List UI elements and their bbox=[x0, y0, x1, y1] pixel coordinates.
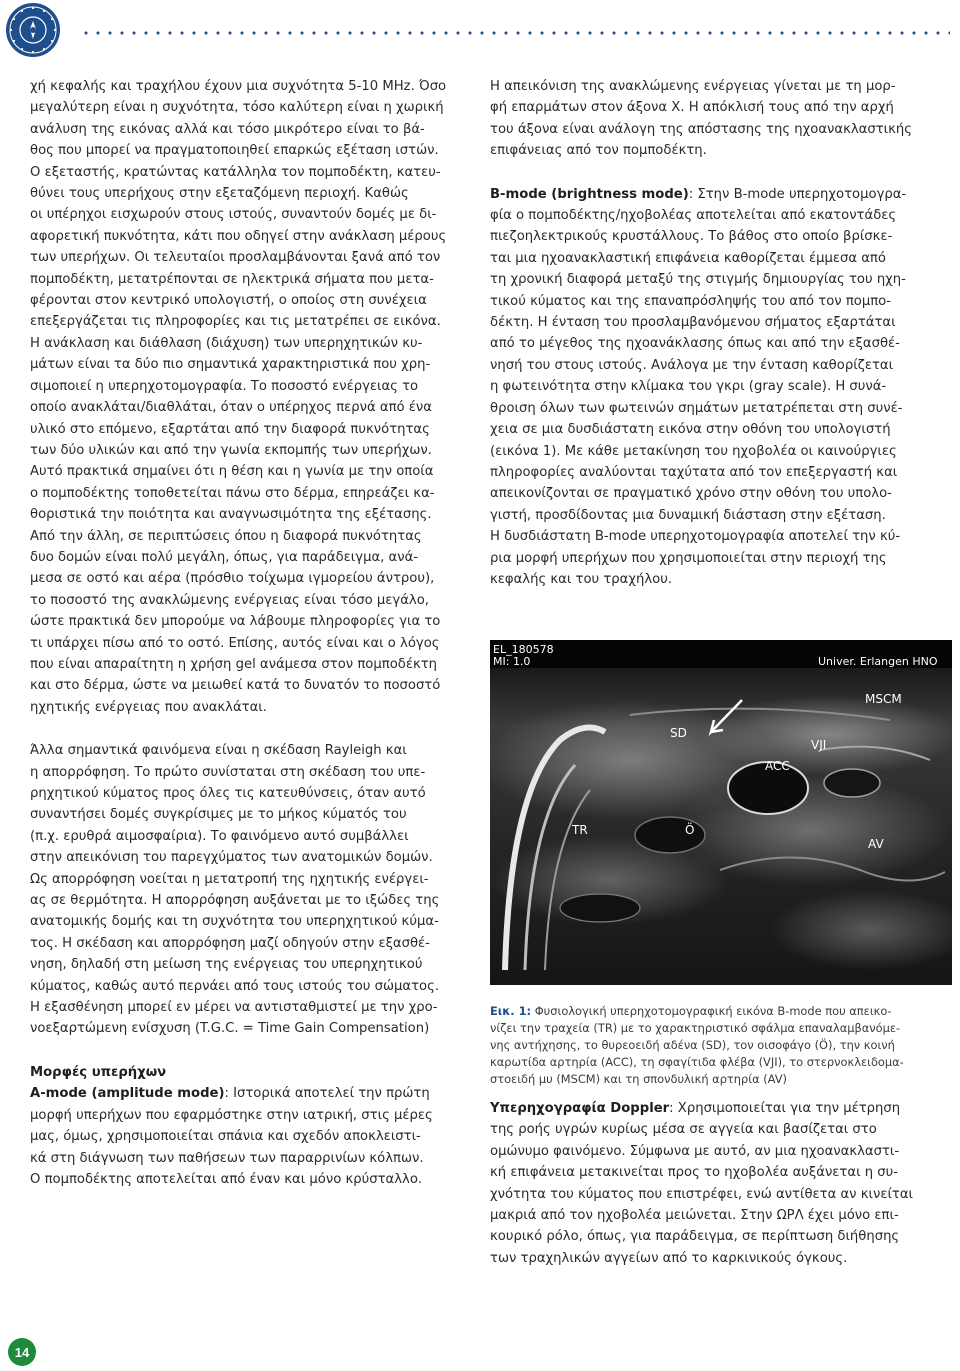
fig-mi-text: MI: 1.0 bbox=[493, 655, 531, 668]
body-text-line: πομποδέκτη, μετατρέπονται σε ηλεκτρικά σήματα που μετα- bbox=[30, 271, 434, 287]
right-column bbox=[490, 76, 952, 590]
caption-label: Εικ. 1: bbox=[490, 1004, 532, 1018]
fig-label-av: AV bbox=[868, 837, 884, 851]
fig-label-o: Ö bbox=[685, 823, 695, 837]
intro-paragraph bbox=[30, 76, 470, 718]
body-text-line: η απορρόφηση. Το πρώτο συνίσταται στη σκέδαση του υπε- bbox=[30, 764, 426, 780]
body-text-line: Από την άλλη, σε περιπτώσεις όπου η διαφορά πυκνότητας bbox=[30, 528, 422, 544]
body-text-line: αφορετική πυκνότητα, κάτι που οδηγεί στην ανάκλαση μέρους bbox=[30, 228, 447, 244]
body-text-line: στην απεικόνιση του παρεγχύματος των ανατομικών δομών. bbox=[30, 850, 433, 866]
body-text-line: μορφή υπερήχων που εφαρμόστηκε στην ιατρική, στις μέρες bbox=[30, 1107, 433, 1123]
body-text-line: υλικό στο επόμενο, εξαρτάται από την διαφορά πυκνότητας bbox=[30, 421, 430, 437]
fig-id-text: EL_180578 bbox=[493, 643, 554, 656]
header-dotted-rule bbox=[80, 31, 950, 35]
body-text-line: της ροής υγρών κυρίως μέσα σε αγγεία και βασίζεται στο bbox=[490, 1122, 877, 1138]
body-text-line: νηση, δηλαδή στη μείωση της ενέργειας του υπερηχητικού bbox=[30, 957, 423, 973]
ultrasound-figure bbox=[490, 640, 952, 985]
body-text-line: των δύο υλικών και από την γωνία εκπομπής των υπερήχων. bbox=[30, 442, 432, 458]
section-heading: Μορφές υπερήχων bbox=[30, 1064, 167, 1080]
body-text-line: ώστε πρακτικά δεν μπορούμε να λάβουμε πληροφορίες για το bbox=[30, 614, 441, 630]
body-text-line: θοριστικά την ποιότητα και αναγνωσιμότητα της εξέτασης. bbox=[30, 507, 432, 523]
body-text-line: θος που μπορεί να πραγματοποιηθεί επαρκώς εξέταση ιστών. bbox=[30, 143, 439, 159]
body-text-line: Η δυσδιάστατη B-mode υπερηχοτομογραφία αποτελεί την κύ- bbox=[490, 529, 901, 545]
fig-institution-text: Univer. Erlangen HNO bbox=[818, 655, 938, 668]
body-text-line: ομώνυμο φαινόμενο. Σύμφωνα με αυτό, αν μια ηχοανακλαστι- bbox=[490, 1143, 900, 1159]
body-text-line: Ως απορρόφηση νοείται η μετατροπή της ηχητικής ενέργει- bbox=[30, 871, 429, 887]
body-text-line: πληροφορίες αναλύονται ταχύτατα από τον επεξεργαστή και bbox=[490, 464, 898, 480]
body-text-line: γιστή, προσδίδοντας μια δυναμική διάσταση στην εξέταση. bbox=[490, 507, 886, 523]
body-text-line: θροιση όλων των φωτεινών σημάτων μετατρέπεται στη συνέ- bbox=[490, 400, 903, 416]
scattering-paragraph bbox=[30, 740, 470, 1040]
body-text-line: Η απεικόνιση της ανακλώμενης ενέργειας γίνεται με τη μορ- bbox=[490, 79, 896, 94]
caption-text-line: νης αντήχησης, το θυρεοειδή αδένα (SD), τον οισοφάγο (Ö), την κοινή bbox=[490, 1038, 895, 1052]
body-text-line: η φωτεινότητα στην κλίμακα του γκρι (gray scale). Η συνά- bbox=[490, 379, 887, 395]
bmode-term: B-mode (brightness mode) bbox=[490, 186, 689, 202]
body-text-line: μακριά από τον ηχοβολέα μειώνεται. Στην ΩΡΛ έχει μόνο επι- bbox=[490, 1208, 899, 1224]
body-text-line: οι υπέρηχοι εισχωρούν στους ιστούς, συναντούν δομές με δι- bbox=[30, 207, 437, 223]
body-text-line: των υπερήχων. Οι τελευταίοι προσλαμβάνονται ξανά από τον bbox=[30, 250, 441, 266]
body-text-line: επεξεργάζεται τις πληροφορίες και τις μετατρέπει σε εικόνα. bbox=[30, 314, 441, 330]
body-text-line: τι υπάρχει πίσω από το οστό. Επίσης, αυτός είναι και ο λόγος bbox=[30, 635, 440, 651]
fig-label-vji: VJI bbox=[811, 738, 827, 752]
body-text-line: κεφαλής και του τραχήλου. bbox=[490, 571, 673, 587]
caption-text-line: νίζει την τραχεία (TR) με το χαρακτηριστικό σφάλμα επαναλαμβανόμε- bbox=[490, 1021, 901, 1035]
doppler-term: Υπερηχογραφία Doppler bbox=[490, 1101, 670, 1116]
body-text-line: μεγαλύτερη είναι η συχνότητα, τόσο καλύτερη είναι η χωρική bbox=[30, 100, 444, 116]
body-text-line: ας σε θερμότητα. Η απορρόφηση αυξάνεται με το ιξώδες της bbox=[30, 893, 440, 909]
body-text-line: ρια μορφή υπερήχων που χρησιμοποιείται στην περιοχή της bbox=[490, 550, 887, 566]
body-text-line: ηχητικής ενέργειας που ανακλάται. bbox=[30, 699, 267, 715]
body-text-line: (π.χ. ερυθρά αιμοσφαίρια). Το φαινόμενο αυτό συμβάλλει bbox=[30, 828, 409, 844]
body-text-line: των τραχηλικών αγγείων από το καρκινικούς όγκους. bbox=[490, 1250, 848, 1266]
body-text-line: μεσα σε οστό και αέρα (πρόσθιο τοίχωμα ιγμορείου άντρου), bbox=[30, 571, 435, 587]
fig-label-tr: TR bbox=[572, 823, 588, 837]
page-number-badge: 14 bbox=[8, 1338, 36, 1366]
body-text-line: πιεζοηλεκτρικούς κρυστάλλους. Το βάθος στο οποίο βρίσκε- bbox=[490, 229, 893, 245]
fig-label-mscm: MSCM bbox=[865, 692, 902, 706]
body-text-line: του άξονα είναι ανάλογη της απόστασης της ηχοανακλαστικής bbox=[490, 121, 912, 137]
body-text-line: τος. Η σκέδαση και απορρόφηση μαζί οδηγούν στην εξασθέ- bbox=[30, 935, 430, 951]
body-text-line: που είναι απαραίτητη η χρήση gel ανάμεσα στον πομποδέκτη bbox=[30, 656, 438, 672]
body-text-line: φέρονται στον κεντρικό υπολογιστή, ο οποίος στη συνέχεια bbox=[30, 293, 427, 309]
bmode-paragraph bbox=[490, 184, 952, 591]
body-text-line: χεια σε μια δυσδιάστατη εικόνα στην οθόνη του υπολογιστή bbox=[490, 422, 891, 438]
amode-first-line: : Ιστορικά αποτελεί την πρώτη bbox=[224, 1086, 430, 1102]
body-text-line: μάτων είναι τα δύο πιο σημαντικά χαρακτηριστικά που χρη- bbox=[30, 357, 431, 373]
fig-label-sd: SD bbox=[670, 726, 687, 740]
body-text-line: ρηχητικού κύματος προς όλες τις κατευθύνσεις, όταν αυτό bbox=[30, 786, 426, 801]
body-text-line: τη χρονική διαφορά μεταξύ της στιγμής δημιουργίας του ηχη- bbox=[490, 272, 906, 288]
body-text-line: κά στη διάγνωση των παθήσεων των παραρρινίων κόλπων. bbox=[30, 1150, 424, 1166]
caption-text-line: στοειδή μυ (MSCM) και τη σπονδυλική αρτηρία (AV) bbox=[490, 1072, 787, 1086]
body-text-line: Άλλα σημαντικά φαινόμενα είναι η σκέδαση Rayleigh και bbox=[30, 743, 407, 759]
body-text-line: νησή του στους ιστούς. Ανάλογα με την ένταση καθορίζεται bbox=[490, 357, 894, 373]
body-text-line: Αυτό πρακτικά σημαίνει ότι η θέση και η γωνία με την οποία bbox=[30, 464, 434, 480]
amode-display-paragraph bbox=[490, 76, 952, 162]
body-text-line: δυο δομών είναι πολύ μεγάλη, όπως, για παράδειγμα, ανά- bbox=[30, 549, 419, 565]
body-text-line: Ο πομποδέκτης αποτελείται από έναν και μόνο κρύσταλλο. bbox=[30, 1171, 423, 1187]
body-text-line: ται μια ηχοανακλαστική επιφάνεια καθορίζεται έμμεσα από bbox=[490, 250, 886, 266]
left-column bbox=[30, 76, 470, 1190]
body-text-line: φή επαρμάτων στον άξονα Χ. Η απόκλισή τους από την αρχή bbox=[490, 100, 894, 116]
body-text-line: ανάλυση της εικόνας αλλά και τόσο μικρότερο είναι το βά- bbox=[30, 121, 425, 137]
body-text-line: οποίο ανακλάται/διαθλάται, όταν ο υπέρηχος περνά από ένα bbox=[30, 400, 432, 416]
body-text-line: κή επιφάνεια μετακινείται προς το ηχοβολέα αυξάνεται η συ- bbox=[490, 1165, 899, 1181]
body-text-line: Ο εξεταστής, κρατώντας κατάλληλα τον πομποδέκτη, κατευ- bbox=[30, 164, 441, 180]
doppler-paragraph bbox=[490, 1098, 952, 1269]
body-text-line: φία ο πομποδέκτης/ηχοβολέας αποτελείται από εκατοντάδες bbox=[490, 208, 897, 224]
body-text-line: κουρικό ρόλο, όπως, για παράδειγμα, σε περίπτωση διήθησης bbox=[490, 1229, 900, 1245]
body-text-line: συναντήσει δομές συγκρίσιμες με το μήκος κύματός του bbox=[30, 807, 407, 823]
body-text-line: τικού κύματος και της επαναπρόσληψής του από τον πομπο- bbox=[490, 293, 892, 309]
body-text-line: από το μέγεθος της ηχοανάκλασης όπως και από την εξασθέ- bbox=[490, 336, 900, 352]
amode-term: A-mode (amplitude mode) bbox=[30, 1086, 225, 1102]
seal-logo-icon bbox=[5, 2, 61, 58]
amode-paragraph bbox=[30, 1083, 470, 1190]
doppler-first-line: : Χρησιμοποιείται για την μέτρηση bbox=[669, 1101, 901, 1116]
body-text-line: χνότητα του κύματος που επιστρέφει, ενώ αντίθετα αν κινείται bbox=[490, 1186, 914, 1202]
body-text-line: Η ανάκλαση και διάθλαση (διάχυση) των υπερηχητικών κυ- bbox=[30, 335, 423, 351]
doppler-block bbox=[490, 1098, 952, 1269]
body-text-line: (εικόνα 1). Με κάθε μετακίνηση του ηχοβολέα οι καινούργιες bbox=[490, 443, 897, 459]
body-text-line: επιφάνειας από τον πομποδέκτη. bbox=[490, 143, 707, 159]
body-text-line: απεικονίζονται σε πραγματικό χρόνο στην οθόνη του υπολο- bbox=[490, 486, 892, 502]
body-text-line: ο πομποδέκτης τοποθετείται πάνω στο δέρμα, επηρεάζει κα- bbox=[30, 485, 435, 501]
body-text-line: θύνει τους υπερήχους στην εξεταζόμενη περιοχή. Καθώς bbox=[30, 186, 409, 202]
body-text-line: Η εξασθένηση μπορεί εν μέρει να αντισταθμιστεί με την χρο- bbox=[30, 1000, 438, 1016]
bmode-first-line: : Στην B-mode υπερηχοτομογρα- bbox=[688, 186, 907, 202]
body-text-line: δέκτη. Η ένταση του προσλαμβανόμενου σήματος εξαρτάται bbox=[490, 315, 896, 331]
caption-text-line: Φυσιολογική υπερηχοτομογραφική εικόνα B-mode που απεικο- bbox=[531, 1004, 892, 1018]
caption-text-line: καρωτίδα αρτηρία (ACC), τη σφαγίτιδα φλέβα (VJI), το στερνοκλειδομα- bbox=[490, 1055, 904, 1069]
body-text-line: ανατομικής δομής και τη συχνότητα του υπερηχητικού κύμα- bbox=[30, 914, 439, 930]
body-text-line: νοεξαρτώμενη ενίσχυση (T.G.C. = Time Gain Compensation) bbox=[30, 1021, 430, 1037]
body-text-line: χή κεφαλής και τραχήλου έχουν μια συχνότητα 5-10 MHz. Όσο bbox=[30, 79, 447, 94]
figure-caption bbox=[490, 1003, 952, 1088]
body-text-line: κύματος, καθώς αυτό περνάει από τους ιστούς του σώματος. bbox=[30, 978, 440, 994]
fig-label-acc: ACC bbox=[765, 759, 790, 773]
body-text-line: σιμοποιεί η υπερηχοτομογραφία. Το ποσοστό ενέργειας το bbox=[30, 378, 419, 394]
body-text-line: το ποσοστό της ανακλώμενης ενέργειας είναι τόσο μεγάλο, bbox=[30, 592, 429, 608]
body-text-line: και στο δέρμα, ώστε να μειωθεί κατά το δυνατόν το ποσοστό bbox=[30, 678, 441, 694]
body-text-line: μας, όμως, χρησιμοποιείται σπάνια και σχεδόν αποκλειστι- bbox=[30, 1129, 421, 1145]
